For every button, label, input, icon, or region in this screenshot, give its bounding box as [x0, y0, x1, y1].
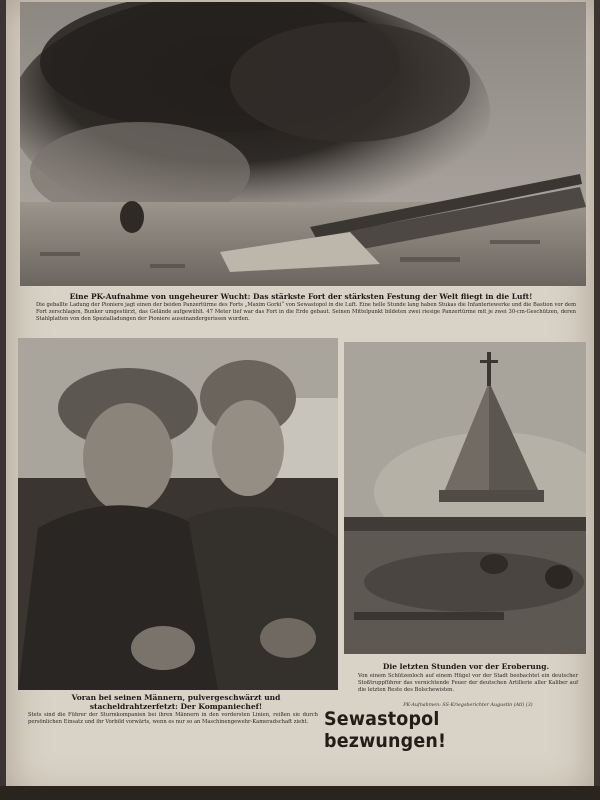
background-surface: [0, 786, 600, 800]
soldiers-photo-image: [18, 338, 338, 690]
photo-credit: PK-Aufnahmen: SS-Kriegsberichter Augustin (Atl) (3): [403, 703, 533, 708]
magazine-page: [6, 0, 594, 800]
page-headline: Sewastopol bezwungen!: [324, 708, 447, 752]
explosion-photo-image: [20, 2, 586, 286]
chapel-photo-image: [344, 342, 586, 654]
explosion-photo: [20, 2, 586, 286]
right-photo-caption-title: Die letzten Stunden vor der Eroberung.: [382, 662, 550, 671]
top-photo-caption-title: Eine PK-Aufnahme von ungeheurer Wucht: Das stärkste Fort der stärksten Festung der Welt fliegt in die Luft!: [69, 292, 533, 301]
right-photo-caption-body: Von einem Schützenloch auf einem Hügel vor der Stadt beobachtet ein deutscher Stoßtruppführer das vernichtende Feuer der deutschen Artillerie aller Kaliber auf die letzten Reste des Bolschewisten.: [358, 673, 578, 693]
left-photo-caption-body: Stets sind die Führer der Sturmkompanien bei ihren Männern in den vordersten Linien, reißen sie durch persönlichen Einsatz und ihr Vorbild vorwärts, wenn es nur so an Maschinengewehr-Kameradschaft zieht.: [28, 712, 318, 725]
soldiers-photo: [18, 338, 338, 690]
chapel-photo: [344, 342, 586, 654]
left-photo-caption-title: Voran bei seinen Männern, pulvergeschwärzt und stacheldrahtzerfetzt: Der Kompaniechef!: [71, 693, 281, 711]
top-photo-caption-body: Die geballte Ladung der Pioniere jagt einen der beiden Panzertürme des Forts „Maxim Gorki“ von Sewastopol in die Luft. Eine helle Stunde lang haben Stukas die Infanteriewerke und die Bastion vor dem Fort zerschlagen, Bunker umgestürzt, das Gelände aufgewühlt. 47 Meter tief war das Fort in die Erde gebaut. Seinen Mittelpunkt bildeten zwei riesige Panzertürme mit je zwei 30-cm-Geschützen, deren Stahlplatten von den Spezialladungen der Pioniere auseinandergerissen wurden.: [36, 302, 576, 322]
